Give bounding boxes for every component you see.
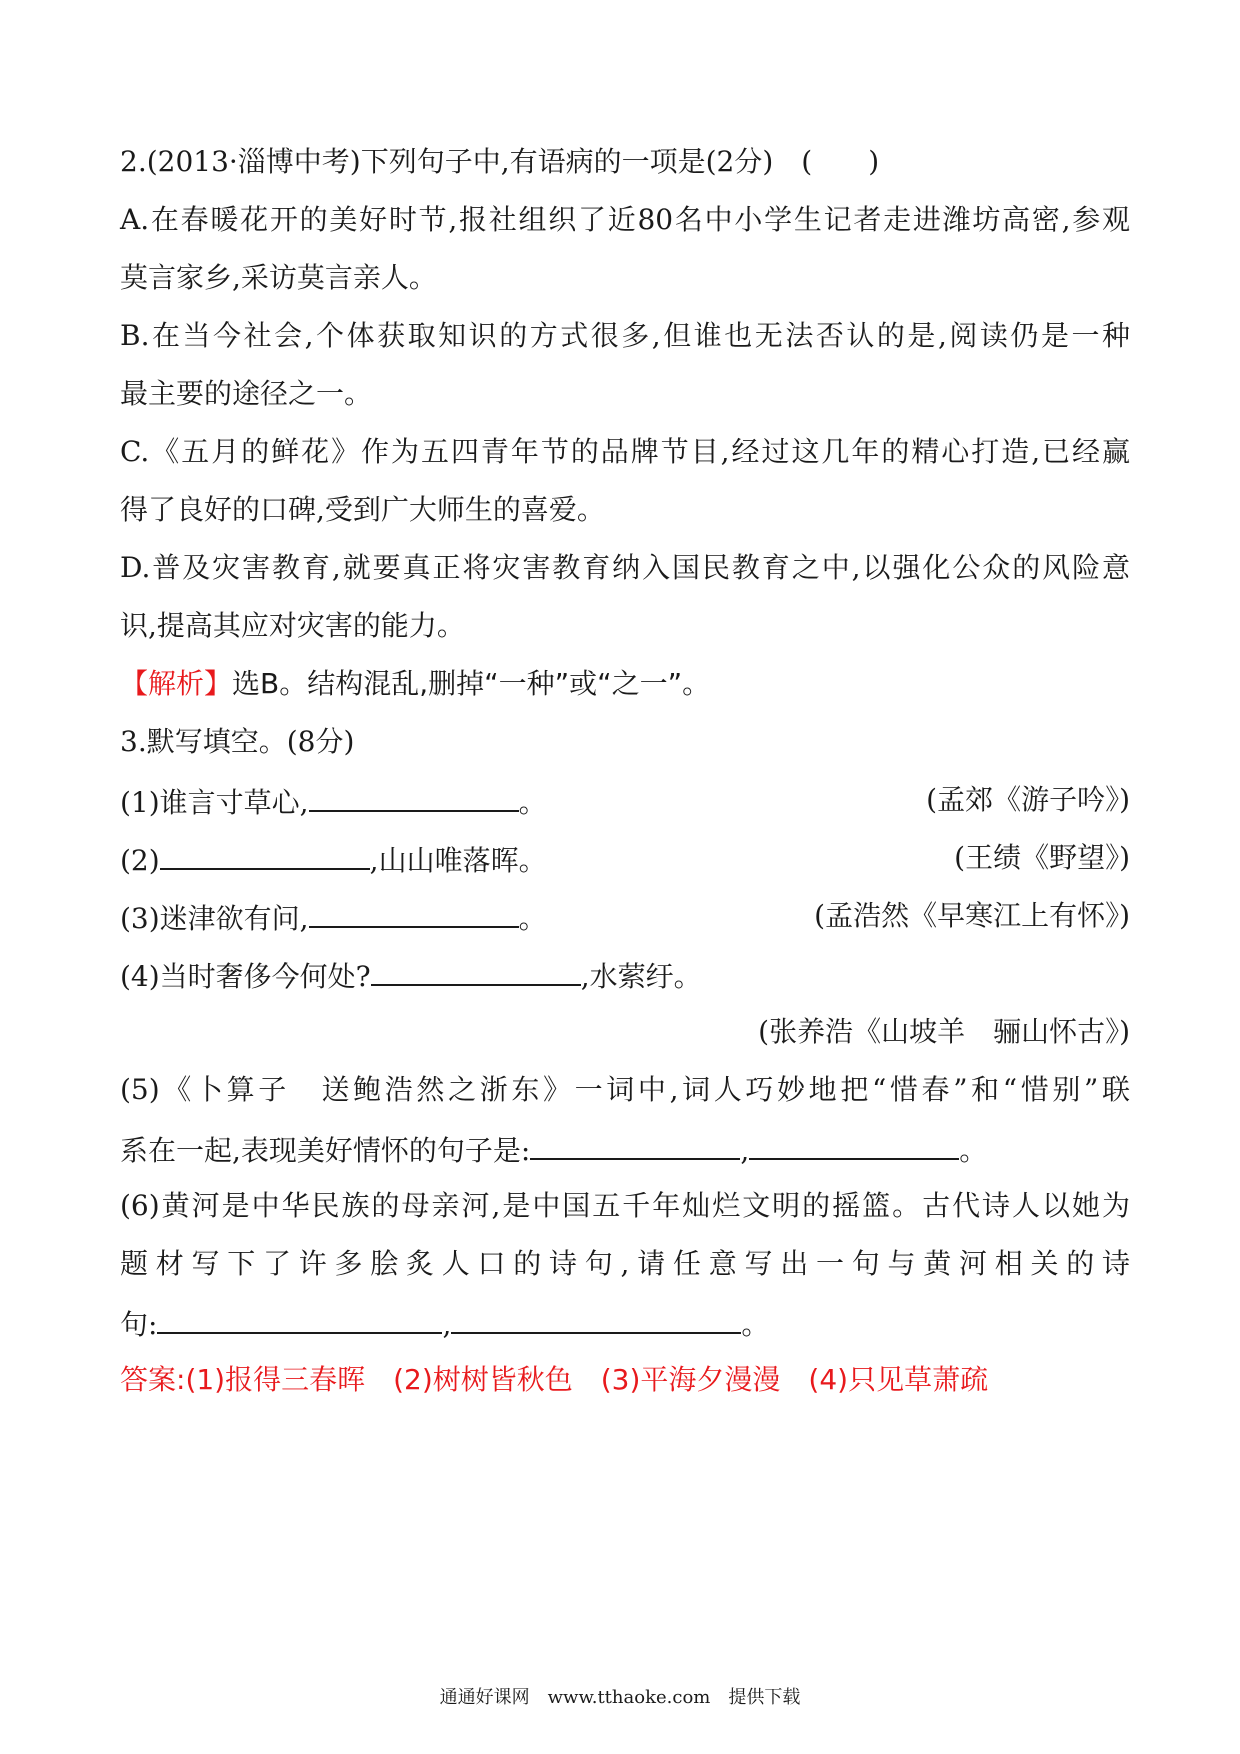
q3-item-5-line1: (5)《卜算子 送鲍浩然之浙东》一词中,词人巧妙地把“惜春”和“惜别”联 xyxy=(120,1073,1130,1106)
item-6-suffix: 。 xyxy=(741,1308,770,1341)
analysis-text: 选B。结构混乱,删掉“一种”或“之一”。 xyxy=(232,667,711,700)
fill-blank-6a[interactable] xyxy=(157,1302,442,1334)
q3-item-2 xyxy=(120,838,1130,881)
fill-blank-5b[interactable] xyxy=(749,1128,959,1160)
item-3-prefix: (3)迷津欲有问, xyxy=(120,902,309,935)
item-4-prefix: (4)当时奢侈今何处? xyxy=(120,960,371,993)
q3-item-3 xyxy=(120,896,1130,939)
q2-option-d-line1: D.普及灾害教育,就要真正将灾害教育纳入国民教育之中,以强化公众的风险意 xyxy=(120,551,1130,584)
fill-blank-3[interactable] xyxy=(309,896,519,928)
q2-analysis xyxy=(120,664,1130,704)
q2-option-b-line2: 最主要的途径之一。 xyxy=(120,377,373,410)
q3-answer xyxy=(120,1360,1130,1400)
q3-item-5-line2 xyxy=(120,1128,1130,1171)
item-1-prefix: (1)谁言寸草心, xyxy=(120,786,309,819)
item-4-source: (张养浩《山坡羊 骊山怀古》) xyxy=(758,1015,1130,1048)
q2-option-b-line1: B.在当今社会,个体获取知识的方式很多,但谁也无法否认的是,阅读仍是一种 xyxy=(120,319,1130,352)
item-3-suffix: 。 xyxy=(518,902,547,935)
q3-item-1 xyxy=(120,780,1130,823)
item-5-comma: , xyxy=(740,1134,750,1167)
item-4-suffix: ,水萦纡。 xyxy=(580,960,702,993)
item-6-prefix: 句: xyxy=(120,1308,158,1341)
item-5-prefix: 系在一起,表现美好情怀的句子是: xyxy=(120,1134,531,1167)
page-footer: 通通好课网 www.tthaoke.com 提供下载 xyxy=(439,1687,801,1708)
q3-item-6-line2: 题材写下了许多脍炙人口的诗句,请任意写出一句与黄河相关的诗 xyxy=(120,1247,1130,1280)
q2-option-c-line2: 得了良好的口碑,受到广大师生的喜爱。 xyxy=(120,493,605,526)
q2-option-c-line1: C.《五月的鲜花》作为五四青年节的品牌节目,经过这几年的精心打造,已经赢 xyxy=(120,435,1130,468)
fill-blank-5a[interactable] xyxy=(530,1128,740,1160)
q3-item-4 xyxy=(120,954,1130,997)
item-5-suffix: 。 xyxy=(959,1134,988,1167)
q2-option-a-line1: A.在春暖花开的美好时节,报社组织了近80名中小学生记者走进潍坊高密,参观 xyxy=(120,203,1130,236)
q2-option-a-line2: 莫言家乡,采访莫言亲人。 xyxy=(120,261,437,294)
item-1-source: (孟郊《游子吟》) xyxy=(926,783,1130,816)
fill-blank-4[interactable] xyxy=(371,954,581,986)
fill-blank-2[interactable] xyxy=(160,838,370,870)
item-6-comma: , xyxy=(442,1308,452,1341)
q3-item-6-line1: (6)黄河是中华民族的母亲河,是中国五千年灿烂文明的摇篮。古代诗人以她为 xyxy=(120,1189,1130,1222)
q3-item-6-line3 xyxy=(120,1302,1130,1345)
fill-blank-6b[interactable] xyxy=(451,1302,741,1334)
item-1-suffix: 。 xyxy=(518,786,547,819)
item-3-source: (孟浩然《早寒江上有怀》) xyxy=(814,899,1130,932)
answer-label: 答案: xyxy=(120,1363,186,1396)
answer-text: (1)报得三春晖 (2)树树皆秋色 (3)平海夕漫漫 (4)只见草萧疏 xyxy=(185,1363,989,1396)
q2-stem: 2.(2013·淄博中考)下列句子中,有语病的一项是(2分) ( ) xyxy=(120,145,880,178)
q2-option-d-line2: 识,提高其应对灾害的能力。 xyxy=(120,609,465,642)
fill-blank-1[interactable] xyxy=(309,780,519,812)
item-2-source: (王绩《野望》) xyxy=(954,841,1130,874)
item-2-prefix: (2) xyxy=(120,844,160,877)
analysis-label: 【解析】 xyxy=(120,667,233,700)
item-2-suffix: ,山山唯落晖。 xyxy=(369,844,547,877)
q3-stem: 3.默写填空。(8分) xyxy=(120,725,355,758)
